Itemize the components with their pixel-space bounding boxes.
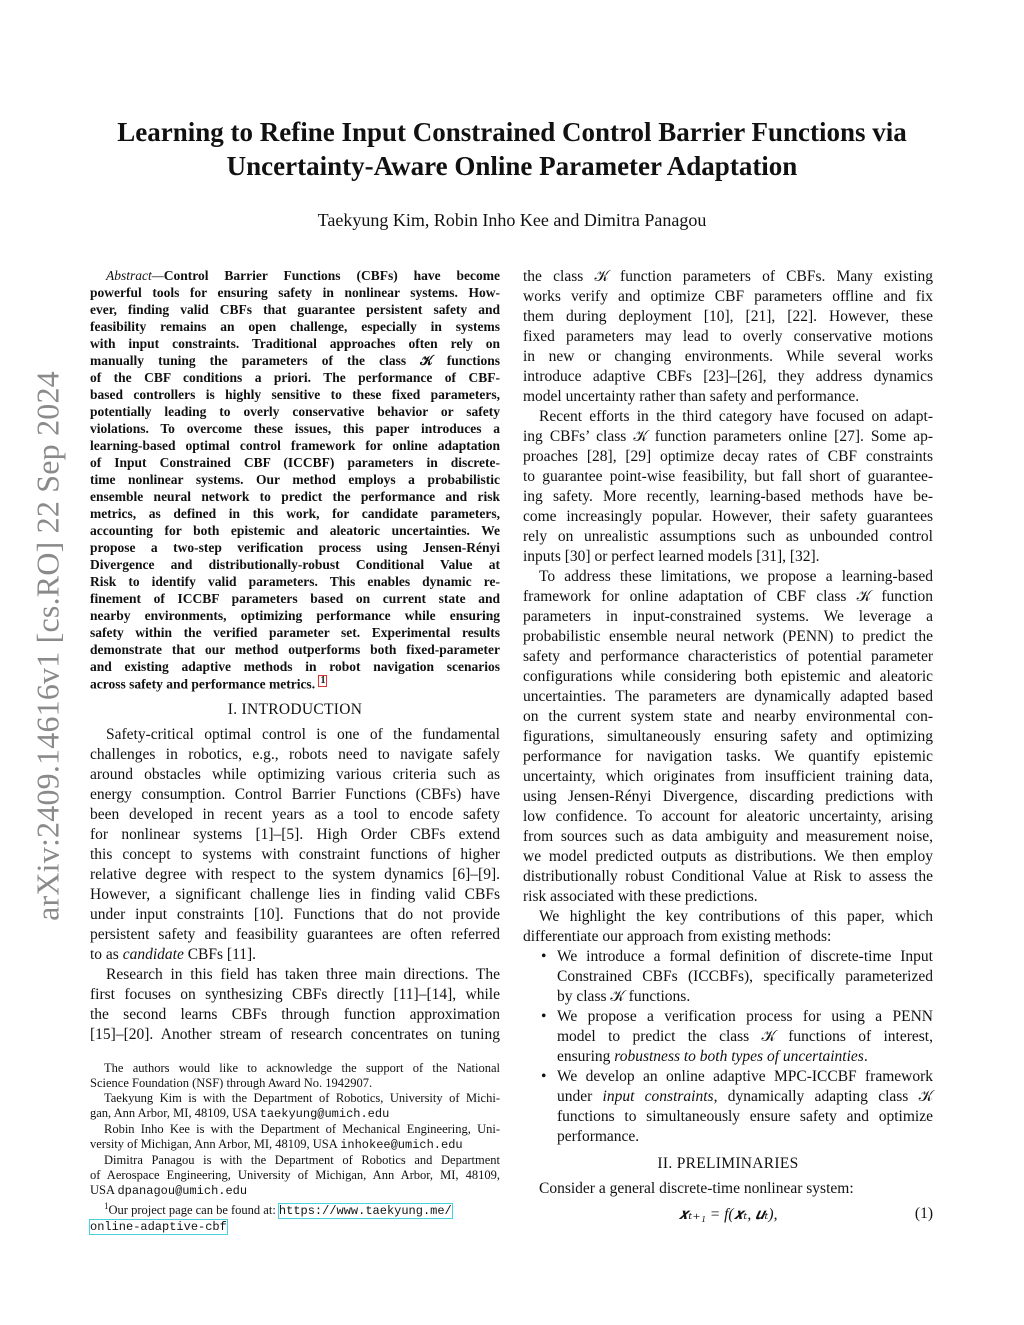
abstract-line: potentially leading to overly conservative behavior or safety: [90, 404, 500, 419]
abstract-line: ever, finding valid CBFs that guarantee persistent safety and: [90, 302, 500, 317]
body-line: been developed in recent years as a tool to encode safety: [90, 805, 500, 823]
body-line: the class 𝒦 function parameters of CBFs. Many existing: [523, 268, 933, 285]
abstract-line: Risk to identify valid parameters. This enables dynamic re-: [90, 574, 500, 589]
body-line: safety and performance characteristics of potential parameter: [523, 648, 933, 665]
abstract-line: metrics, as defined in this work, for candidate parameters,: [90, 506, 500, 521]
body-line: inputs [30] or perfect learned models [31], [32].: [523, 548, 820, 565]
contribution-item-3: [523, 1067, 933, 1147]
intro-paragraph-3: [523, 407, 933, 567]
body-line: Consider a general discrete-time nonlinear system:: [539, 1180, 854, 1197]
footnote-line: The authors would like to acknowledge the support of the National: [104, 1060, 500, 1075]
abstract-line: Control Barrier Functions (CBFs) have become: [163, 268, 500, 283]
abstract-line: and existing adaptive methods in robot navigation scenarios: [90, 659, 500, 674]
body-line: Constrained CBFs (ICCBFs), specifically parameterized: [557, 968, 933, 985]
author-list: Taekyung Kim, Robin Inho Kee and Dimitra Panagou: [317, 210, 707, 230]
body-line: However, a significant challenge lies in finding valid CBFs: [90, 885, 500, 903]
body-line: probabilistic ensemble neural network (PENN) to predict the: [523, 628, 933, 645]
email-kee: inhokee@umich.edu: [340, 1137, 463, 1152]
body-line: We propose a verification process for using a PENN: [557, 1008, 933, 1025]
project-page-link[interactable]: https://www.taekyung.me/: [278, 1203, 452, 1218]
body-line: around obstacles while optimizing various criteria such as: [90, 765, 500, 783]
abstract-line: across safety and performance metrics.: [90, 676, 316, 692]
body-line: in new or changing environments. While several works: [523, 348, 933, 365]
contribution-item-1: [523, 947, 933, 1007]
footnote-line: [90, 1183, 500, 1199]
footnotes: [90, 1061, 500, 1235]
preliminaries-intro: [523, 1179, 933, 1199]
equation-number: (1): [914, 1205, 933, 1222]
abstract-line: feasibility remains an open challenge, especially in systems: [90, 319, 500, 334]
body-line: risk associated with these predictions.: [523, 888, 758, 905]
intro-paragraph-1: [90, 725, 500, 965]
intro-paragraph-5: [523, 907, 933, 947]
section-heading-introduction: I. INTRODUCTION: [227, 700, 363, 718]
body-line: fixed parameters may lead to overly conservative motions: [523, 328, 933, 345]
body-line: proaches [28], [29] optimize decay rates of CBF constraints: [523, 448, 933, 465]
body-line: parameters in input-constrained systems. We leverage a: [523, 608, 933, 625]
abstract-line: ensemble neural network to predict the performance and risk: [90, 489, 500, 504]
abstract-line: accounting for both epistemic and aleatoric uncertainties. We: [90, 523, 500, 538]
footnote-line: Robin Inho Kee is with the Department of Mechanical Engineering, Uni-: [104, 1121, 500, 1136]
abstract-line: propose a two-step verification process using Jensen-Rényi: [90, 540, 500, 555]
body-line: [15]–[20]. Another stream of research concentrates on tuning: [90, 1025, 500, 1043]
footnote-line: [90, 1137, 500, 1153]
body-line: [557, 1047, 933, 1067]
body-line: on the current system state and nearby environmental con-: [523, 708, 933, 725]
abstract-line: powerful tools for ensuring safety in nonlinear systems. How-: [90, 285, 500, 300]
email-panagou: dpanagou@umich.edu: [117, 1183, 248, 1198]
email-kim: taekyung@umich.edu: [259, 1106, 390, 1121]
title-line-2: Uncertainty-Aware Online Parameter Adaptation: [226, 151, 798, 181]
equation-1: [523, 1205, 933, 1229]
body-line: first focuses on synthesizing CBFs directly [11]–[14], while: [90, 985, 500, 1003]
body-line: introduce adaptive CBFs [23]–[26], they address dynamics: [523, 368, 933, 385]
body-line: uncertainty, which originates from insufficient training data,: [523, 768, 933, 785]
body-line: we model predicted outputs as distributions. We then employ: [523, 848, 933, 865]
abstract-line: violations. To overcome these issues, this paper introduces a: [90, 421, 500, 436]
body-line: relative degree with respect to the system dynamics [6]–[9].: [90, 865, 500, 883]
body-line: persistent safety and feasibility guarantees are often referred: [90, 925, 500, 943]
abstract-line: time nonlinear systems. Our method employs a probabilistic: [90, 472, 500, 487]
footnote-line: Dimitra Panagou is with the Department of Robotics and Department: [104, 1152, 500, 1167]
body-line: to guarantee point-wise feasibility, but fall short of guarantee-: [523, 468, 933, 485]
body-line: Recent efforts in the third category have focused on adapt-: [539, 408, 933, 425]
contribution-list: [523, 947, 933, 1147]
body-line: differentiate our approach from existing methods:: [523, 928, 832, 945]
footnote-link-1[interactable]: 1: [320, 675, 326, 686]
text-run: gan, Ann Arbor, MI, 48109, USA: [90, 1105, 260, 1120]
text-run: under: [557, 1088, 603, 1105]
body-line: model to predict the class 𝒦 functions of interest,: [557, 1028, 933, 1045]
body-line: configurations while considering both epistemic and aleatoric: [523, 668, 933, 685]
body-line: functions to simultaneously ensure safety and optimize: [557, 1108, 933, 1125]
footnote-line: of Aerospace Engineering, University of Michigan, Ann Arbor, MI, 48109,: [90, 1167, 500, 1182]
footnote-line: [90, 1219, 500, 1235]
abstract: [90, 267, 500, 693]
abstract-line: of Input Constrained CBF (ICCBF) parameters in discrete-: [90, 455, 500, 470]
body-line: this concept to systems with constraint functions of higher: [90, 845, 500, 863]
paper-title: [60, 115, 964, 183]
right-column: [523, 267, 933, 1229]
body-line: figurations, simultaneously ensuring safety and optimizing: [523, 728, 933, 745]
intro-paragraph-2: [90, 965, 500, 1045]
emphasis: input constraints: [602, 1088, 714, 1105]
body-line: We develop an online adaptive MPC-ICCBF framework: [557, 1068, 933, 1085]
body-line: To address these limitations, we propose a learning-based: [539, 568, 933, 585]
body-line: We introduce a formal definition of discrete-time Input: [557, 948, 933, 965]
emphasis: robustness to both types of uncertainties: [614, 1048, 864, 1065]
abstract-line: nearby environments, optimizing performance while ensuring: [90, 608, 500, 623]
abstract-line: with input constraints. Traditional approaches often rely on: [90, 336, 500, 351]
abstract-line: of the CBF conditions a priori. The performance of CBF-: [90, 370, 500, 385]
body-line: [557, 1087, 933, 1107]
body-line: come increasingly popular. However, their safety guarantees: [523, 508, 933, 525]
bullet-dot: •: [541, 1068, 547, 1085]
bullet-dot: •: [541, 948, 547, 965]
abstract-line: safety within the verified parameter set. Experimental results: [90, 625, 500, 640]
abstract-line: learning-based optimal control framework for online adaptation: [90, 438, 500, 453]
body-line: uncertainties. The parameters are dynamically adapted based: [523, 688, 933, 705]
body-line: using Jensen-Rényi Divergence, discarding predictions with: [523, 788, 933, 805]
body-line: framework for online adaptation of CBF class 𝒦 function: [523, 588, 933, 605]
equation-expression: 𝒙ₜ₊₁ = f(𝒙ₜ, 𝒖ₜ),: [678, 1206, 778, 1223]
body-line: [90, 945, 500, 965]
body-line: performance.: [557, 1128, 640, 1145]
footnote-mark: 1: [104, 1200, 109, 1211]
body-line: for nonlinear systems [1]–[5]. High Order CBFs extend: [90, 825, 500, 843]
body-line: Safety-critical optimal control is one of the fundamental: [106, 725, 500, 743]
abstract-last-line: [90, 675, 500, 693]
body-line: them during deployment [10], [21], [22]. However, these: [523, 308, 933, 325]
abstract-line: demonstrate that our method outperforms both fixed-parameter: [90, 642, 500, 657]
abstract-label: Abstract—: [106, 268, 164, 283]
body-line: under input constraints [10]. Functions that do not provide: [90, 905, 500, 923]
footnote-line: [90, 1106, 500, 1122]
body-line: Research in this field has taken three main directions. The: [106, 965, 500, 983]
text-run: CBFs [11].: [183, 945, 257, 963]
body-line: rely on unrealistic assumptions such as unbounded control: [523, 528, 933, 545]
footnote-line: Science Foundation (NSF) through Award No. 1942907.: [90, 1075, 373, 1090]
body-line: model uncertainty rather than safety and performance.: [523, 388, 860, 405]
arxiv-identifier: arXiv:2409.14616v1 [cs.RO] 22 Sep 2024: [29, 371, 66, 921]
footnote-line: Taekyung Kim is with the Department of Robotics, University of Michi-: [104, 1090, 500, 1105]
text-run: versity of Michigan, Ann Arbor, MI, 48109, USA: [90, 1136, 341, 1151]
bullet-dot: •: [541, 1008, 547, 1025]
abstract-line: Divergence and distributionally-robust Conditional Value at: [90, 557, 500, 572]
body-line: works verify and optimize CBF parameters offline and fix: [523, 288, 933, 305]
body-line: energy consumption. Control Barrier Functions (CBFs) have: [90, 785, 500, 803]
title-line-1: Learning to Refine Input Constrained Control Barrier Functions via: [117, 117, 907, 147]
footnote-line: [90, 1199, 500, 1219]
text-run: , dynamically adapting class 𝒦: [713, 1088, 933, 1105]
project-page-link-cont[interactable]: online-adaptive-cbf: [90, 1219, 227, 1234]
emphasis: candidate: [122, 945, 184, 963]
body-line: performance for navigation tasks. We quantify epistemic: [523, 748, 933, 765]
body-line: ing safety. More recently, learning-based methods have be-: [523, 488, 933, 505]
body-line: ing CBFs’ class 𝒦 function parameters online [27]. Some ap-: [523, 428, 933, 445]
text-run: Our project page can be found at:: [108, 1202, 279, 1217]
abstract-line: based controllers is highly sensitive to these fixed parameters,: [90, 387, 500, 402]
left-column: [90, 267, 500, 1235]
abstract-first-line: [90, 267, 500, 284]
body-line: We highlight the key contributions of this paper, which: [539, 908, 933, 925]
section-heading-preliminaries: II. PRELIMINARIES: [657, 1155, 799, 1172]
abstract-line: manually tuning the parameters of the class 𝒦 functions: [90, 353, 500, 368]
body-line: distributionally robust Conditional Value at Risk to assess the: [523, 868, 933, 885]
abstract-line: finement of ICCBF parameters based on current state and: [90, 591, 500, 606]
text-run: USA: [90, 1182, 118, 1197]
text-run: to as: [90, 945, 123, 963]
intro-paragraph-4: [523, 567, 933, 907]
body-line: from sources such as data ambiguity and measurement noise,: [523, 828, 933, 845]
body-line: low confidence. To account for aleatoric uncertainty, arising: [523, 808, 933, 825]
body-line: the second learns CBFs through function approximation: [90, 1005, 500, 1023]
intro-paragraph-2-cont: [523, 267, 933, 407]
body-line: challenges in robotics, e.g., robots need to navigate safely: [90, 745, 500, 763]
contribution-item-2: [523, 1007, 933, 1067]
text-run: .: [863, 1048, 868, 1065]
body-line: by class 𝒦 functions.: [557, 988, 691, 1005]
text-run: ensuring: [557, 1048, 615, 1065]
